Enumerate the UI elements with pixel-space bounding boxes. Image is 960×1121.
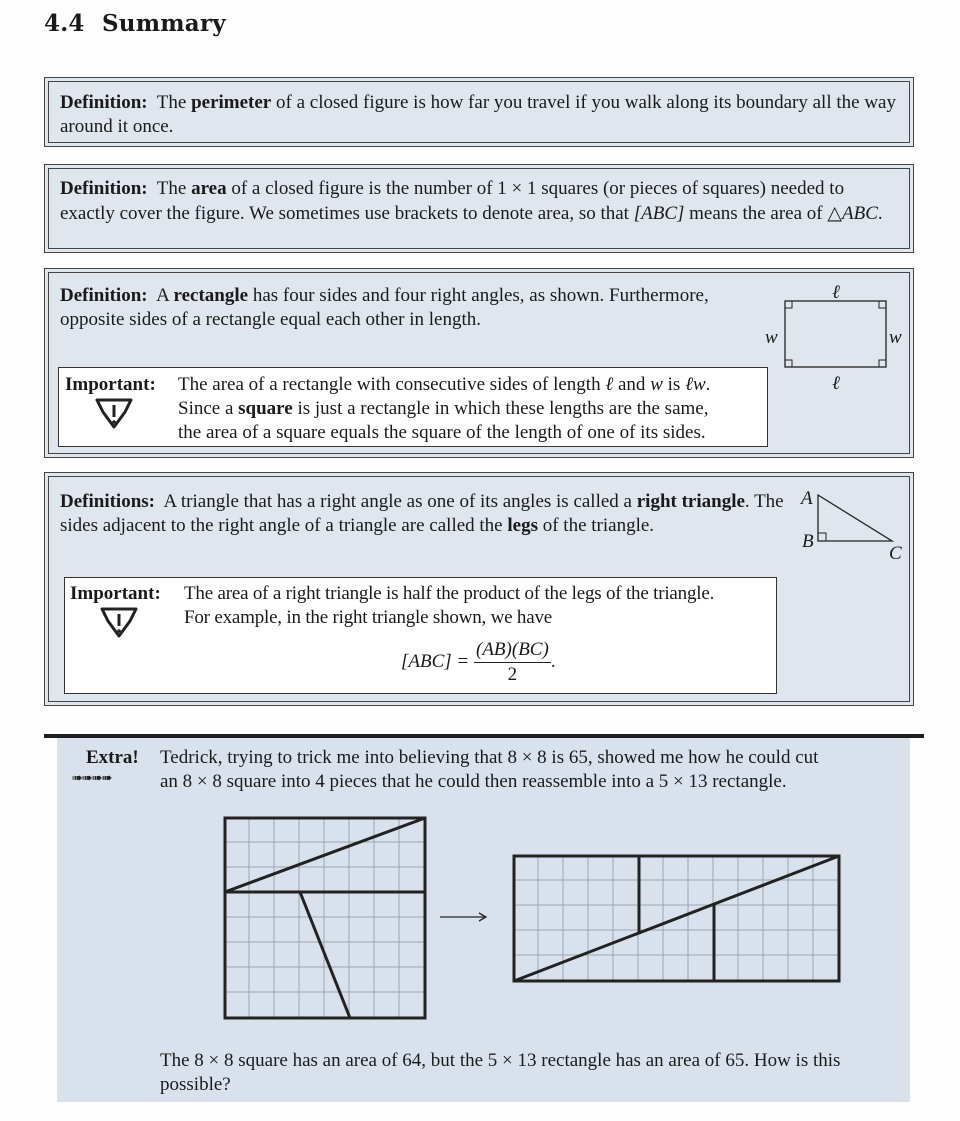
text: and (618, 374, 646, 395)
arrows-icon: ➠➠➠➠ (72, 771, 112, 786)
term-rectangle: rectangle (173, 285, 249, 306)
text: For example, in the right triangle shown, we have (184, 607, 552, 628)
rectangle-5x13-figure (513, 855, 840, 982)
text: The (156, 92, 187, 113)
text: means the area of (689, 203, 823, 224)
text: . The sides adjacent to the right angle of a triangle are called the (60, 491, 784, 536)
vertex-b-label: B (802, 531, 814, 552)
triangle-definition-box (44, 472, 914, 706)
term-area: area (191, 178, 227, 199)
term-perimeter: perimeter (191, 92, 272, 113)
term-square: square (238, 398, 293, 419)
important-label: Important: (65, 374, 156, 395)
square-8x8-figure (224, 817, 426, 1019)
bracket-notation: [ABC] (633, 203, 685, 224)
term-right-triangle: right triangle (636, 491, 745, 512)
text: . (877, 203, 883, 224)
definition-label: Definition: (60, 178, 148, 199)
text: the area of a square equals the square of the length of one of its sides. (178, 422, 706, 443)
formula-fraction (474, 638, 551, 687)
math-l: ℓ (605, 374, 614, 395)
label-right-w: w (889, 327, 902, 348)
text: A (156, 285, 169, 306)
text: A triangle that has a right angle as one of its angles is called a (163, 491, 632, 512)
transform-arrow-icon (440, 912, 490, 922)
rectangle-definition-text (60, 284, 750, 332)
warning-icon (94, 396, 134, 430)
text: is just a rectangle in which these lengths are the same, (297, 398, 709, 419)
text: Tedrick, trying to trick me into believing that 8 × 8 is 65, showed me how he could cut (160, 747, 819, 768)
text: an 8 × 8 square into 4 pieces that he could then reassemble into a 5 × 13 rectangle. (160, 771, 787, 792)
text: Since a (178, 398, 234, 419)
extra-question-text (160, 1049, 910, 1097)
formula-numerator: (AB)(BC) (474, 638, 551, 663)
text: The (156, 178, 187, 199)
text: of a closed figure is the number of 1 × 1 squares (or pieces of squares) needed to exactly cover the figure. We sometimes use brackets to denote area, so that (60, 178, 845, 224)
section-heading (44, 10, 226, 37)
important-box-rectangle (58, 367, 768, 447)
label-left-w: w (765, 327, 778, 348)
text: is (667, 374, 681, 395)
important-label: Important: (70, 583, 161, 604)
important-text-rectangle (178, 373, 768, 445)
math-lw: ℓw (685, 374, 706, 395)
area-definition-box (44, 164, 914, 253)
text: has four sides and four right angles, as shown. Furthermore, opposite sides of a rectangle equal each other in length. (60, 285, 709, 330)
vertex-c-label: C (889, 543, 902, 564)
section-title: Summary (102, 10, 226, 37)
area-formula (401, 638, 556, 687)
important-text-triangle (184, 582, 776, 630)
definitions-label: Definitions: (60, 491, 155, 512)
text: The area of a right triangle is half the product of the legs of the triangle. (184, 583, 715, 604)
important-box-triangle (64, 577, 777, 694)
triangle-definition-text (60, 490, 785, 538)
text: The 8 × 8 square has an area of 64, but the 5 × 13 rectangle has an area of 65. How is this (160, 1050, 841, 1071)
formula-lhs: [ABC] = (401, 650, 470, 672)
text: possible? (160, 1074, 231, 1095)
warning-icon (99, 605, 139, 639)
text: . (705, 374, 711, 395)
text: of a closed figure is how far you travel if you walk along its boundary all the way around it once. (60, 92, 896, 137)
triangle-notation: △ABC (827, 203, 878, 224)
label-top-l: ℓ (832, 282, 840, 303)
vertex-a-label: A (801, 488, 813, 509)
text: of the triangle. (542, 515, 655, 536)
term-legs: legs (507, 515, 538, 536)
text: . (550, 650, 556, 672)
rectangle-definition-box (44, 268, 914, 458)
text: The area of a rectangle with consecutive sides of length (178, 374, 601, 395)
definition-label: Definition: (60, 92, 148, 113)
label-bottom-l: ℓ (832, 373, 840, 394)
perimeter-definition-box (44, 77, 914, 147)
section-number: 4.4 (44, 10, 85, 37)
extra-label: Extra! (86, 747, 139, 768)
extra-intro-text (160, 746, 910, 794)
math-w: w (650, 374, 663, 395)
definition-label: Definition: (60, 285, 148, 306)
formula-denominator: 2 (507, 664, 518, 685)
